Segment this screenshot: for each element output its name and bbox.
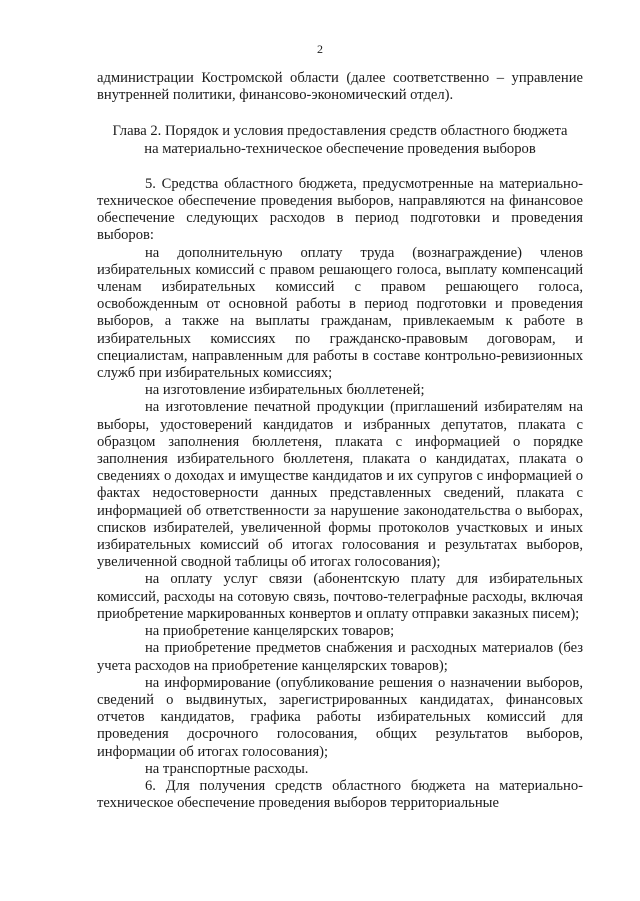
list-item-stationery: на приобретение канцелярских товаров; [145, 623, 395, 640]
list-item-informing: на информирование (опубликование решения о назначении выборов, сведений о выдвинутых, зарегистрированных кандидатах, финансовых отчетов кандидатов, графика работы избирательных комиссий для проведения досрочного голосования, общих результатов выборов, информации об итогах голосования); [97, 674, 583, 760]
chapter-heading-line-1: Глава 2. Порядок и условия предоставления средств областного бюджета [112, 123, 568, 140]
list-item-supplies: на приобретение предметов снабжения и расходных материалов (без учета расходов на приобретение канцелярских товаров); [97, 640, 583, 674]
paragraph-5: 5. Средства областного бюджета, предусмотренные на материально-техническое обеспечение проведения выборов, направляются на финансовое обеспечение следующих расходов в период подготовки и проведения выборов: [97, 175, 583, 244]
list-item-labor-pay: на дополнительную оплату труда (вознаграждение) членов избирательных комиссий с правом решающего голоса, выплату компенсаций членам избирательных комиссий с правом решающего голоса, освобожденным от основной работы в период подготовки и проведения выборов, а также на выплаты гражданам, привлекаемым к работе в избирательных комиссиях по гражданско-правовым договорам, и специалистам, направленным для работы в составе контрольно-ревизионных служб при избирательных комиссиях; [97, 244, 583, 382]
list-item-transport: на транспортные расходы. [145, 760, 309, 777]
paragraph-6: 6. Для получения средств областного бюджета на материально-техническое обеспечение проведения выборов территориальные [97, 777, 583, 812]
paragraph-continuation: администрации Костромской области (далее соответственно – управление внутренней политики, финансово-экономический отдел). [97, 70, 583, 104]
chapter-heading [97, 123, 583, 157]
document-body [97, 70, 583, 812]
page-number: 2 [317, 42, 323, 56]
list-item-communications: на оплату услуг связи (абонентскую плату для избирательных комиссий, расходы на сотовую связь, почтово-телеграфные расходы, включая приобретение маркированных конвертов и оплату отправки заказных писем); [97, 571, 583, 622]
list-item-printing: на изготовление печатной продукции (приглашений избирателям на выборы, удостоверений кандидатов и избранных депутатов, плаката с образцом заполнения бюллетеня, плаката с информацией о порядке заполнения избирательного бюллетеня, плаката о кандидатах, плаката о сведениях о доходах и имуществе кандидатов и их супругов с информацией о фактах недостоверности данных представленных сведений, плаката с информацией об ответственности за нарушение законодательства о выборах, списков избирателей, увеличенной формы протоколов участковых и иных избирательных комиссий об итогах голосования и результатах выборов, увеличенной сводной таблицы об итогах голосования); [97, 399, 583, 571]
chapter-heading-line-2: на материально-техническое обеспечение проведения выборов [144, 140, 536, 157]
list-item-ballots: на изготовление избирательных бюллетеней; [145, 382, 425, 399]
